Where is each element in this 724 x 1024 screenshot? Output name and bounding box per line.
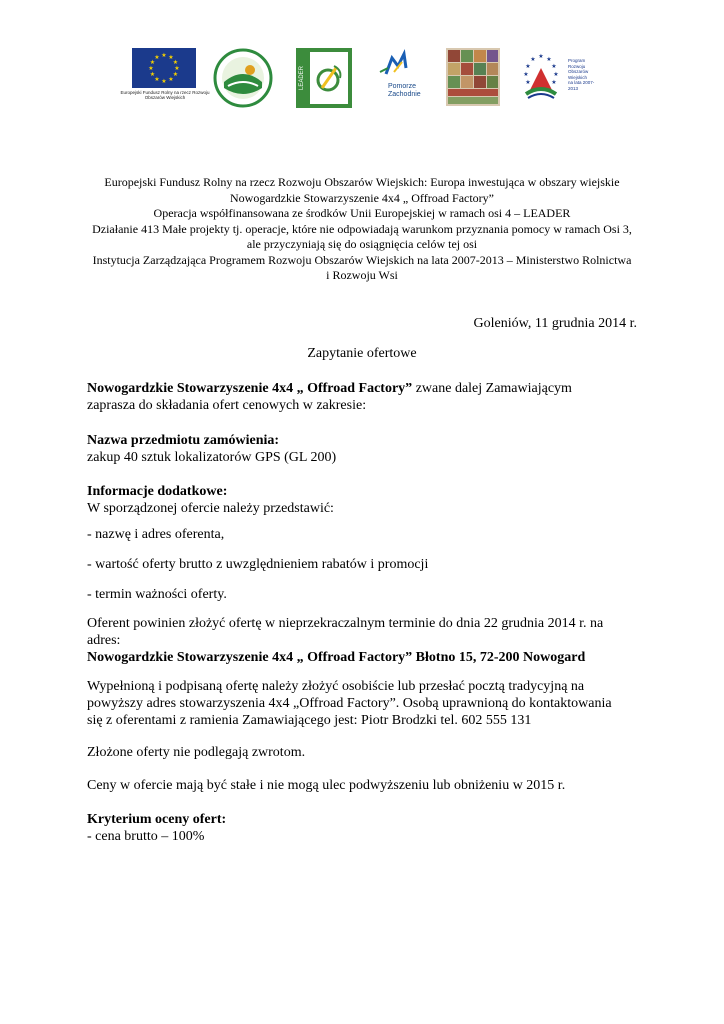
info-section	[87, 483, 647, 517]
svg-text:★: ★	[525, 63, 531, 70]
pomorze-text: Pomorze	[388, 83, 417, 90]
svg-text:★: ★	[546, 56, 552, 63]
intro-line-2: zaprasza do składania ofert cenowych w zakresie:	[87, 398, 367, 413]
delivery-address: Nowogardzkie Stowarzyszenie 4x4 „ Offroad Factory” Błotno 15, 72-200 Nowogard	[87, 650, 586, 665]
svg-text:★: ★	[154, 76, 160, 83]
lgd-logo	[210, 48, 276, 108]
prow-caption-3: Obszarów	[568, 69, 589, 74]
svg-text:★: ★	[172, 59, 179, 66]
submission-line-3: się z oferentami z ramienia Zamawiającego jest: Piotr Brodzki tel. 602 555 131	[87, 713, 532, 728]
svg-text:★: ★	[148, 65, 154, 72]
eu-logo-caption: Europejski Fundusz Rolny na rzecz Rozwoju Obszarów Wiejskich	[120, 90, 210, 100]
svg-text:★: ★	[149, 71, 156, 78]
subject-text: zakup 40 sztuk lokalizatorów GPS (GL 200)	[87, 450, 337, 465]
prow-caption-4: Wiejskich	[568, 74, 588, 80]
svg-text:★: ★	[538, 53, 544, 60]
intro-rest: zwane dalej Zamawiającym	[412, 381, 572, 396]
no-return-note: Złożone oferty nie podlegają zwrotom.	[87, 745, 306, 760]
header-line-1: Europejski Fundusz Rolny na rzecz Rozwoju Obszarów Wiejskich: Europa inwestująca w obszary wiejskie	[104, 175, 620, 189]
info-item: - termin ważności oferty.	[87, 587, 227, 602]
prices-note: Ceny w ofercie mają być stałe i nie mogą ulec podwyższeniu lub obniżeniu w 2015 r.	[87, 778, 566, 793]
svg-text:★: ★	[523, 71, 529, 78]
submission-line-1: Wypełnioną i podpisaną ofertę należy złożyć osobiście lub przesłać pocztą tradycyjną na	[87, 679, 585, 694]
deadline-section	[87, 615, 647, 666]
pomorze-zachodnie-logo	[372, 48, 432, 108]
submission-line-2: powyższy adres stowarzyszenia 4x4 „Offroad Factory”. Osobą uprawnioną do kontaktowania	[87, 696, 612, 711]
mosaic-logo	[446, 48, 500, 106]
svg-text:★: ★	[161, 52, 167, 59]
svg-text:★: ★	[525, 79, 531, 86]
subject-section	[87, 432, 647, 466]
header-line-6: Instytucja Zarządzająca Programem Rozwoju Obszarów Wiejskich na lata 2007-2013 – Ministerstwo Rolnictwa	[92, 252, 632, 267]
svg-text:★: ★	[149, 59, 156, 66]
svg-text:★: ★	[168, 54, 174, 61]
eu-flag-icon	[132, 48, 196, 88]
logo-bar	[0, 48, 724, 110]
svg-text:★: ★	[172, 71, 179, 78]
document-title: Zapytanie ofertowe	[307, 346, 417, 361]
subject-heading: Nazwa przedmiotu zamówienia:	[87, 433, 280, 448]
svg-text:★: ★	[530, 56, 536, 63]
svg-text:★: ★	[154, 54, 160, 61]
svg-text:★: ★	[168, 76, 174, 83]
submission-section	[87, 678, 647, 729]
header-line-4: Działanie 413 Małe projekty tj. operacje, które nie odpowiadają warunkom przyznania pomocy w ramach Osi 3,	[92, 221, 632, 236]
info-item: - nazwę i adres oferenta,	[87, 527, 225, 542]
prow-flag-icon	[516, 50, 566, 102]
leader-logo	[296, 48, 352, 108]
prow-caption-1: Program	[568, 58, 586, 63]
header-line-7: i Rozwoju Wsi	[326, 268, 398, 282]
mosaic-icon	[446, 48, 500, 106]
leader-text: LEADER	[299, 65, 305, 91]
svg-text:★: ★	[174, 65, 180, 72]
info-heading: Informacje dodatkowe:	[87, 484, 228, 499]
document-date: Goleniów, 11 grudnia 2014 r.	[473, 316, 637, 331]
document-header	[80, 175, 644, 284]
svg-text:★: ★	[551, 63, 557, 70]
organization-name: Nowogardzkie Stowarzyszenie 4x4 „ Offroad Factory”	[87, 381, 413, 396]
header-line-3: Operacja współfinansowana ze środków Unii Europejskiej w ramach osi 4 – LEADER	[153, 206, 571, 220]
criteria-heading: Kryterium oceny ofert:	[87, 812, 227, 827]
leader-icon	[296, 48, 352, 108]
prow-logo	[516, 48, 602, 108]
info-lead: W sporządzonej ofercie należy przedstawić:	[87, 501, 334, 516]
deadline-line-2: adres:	[87, 633, 121, 648]
intro-paragraph	[87, 380, 647, 414]
header-line-5: ale przyczyniają się do osiągnięcia celów tej osi	[246, 237, 478, 251]
svg-text:★: ★	[551, 79, 557, 86]
zachodnie-text: Zachodnie	[388, 91, 421, 98]
prow-caption-2: Rozwoju	[568, 63, 586, 69]
eu-flag-logo	[132, 48, 196, 90]
header-line-2: Nowogardzkie Stowarzyszenie 4x4 „ Offroad Factory”	[229, 190, 495, 205]
lgd-circle-icon	[210, 48, 276, 108]
criteria-section	[87, 811, 647, 845]
prow-caption-5: na lata 2007-2013	[568, 80, 595, 91]
info-item: - wartość oferty brutto z uwzględnieniem rabatów i promocji	[87, 557, 429, 572]
svg-text:★: ★	[553, 71, 559, 78]
svg-text:★: ★	[161, 78, 167, 85]
pomorze-griffin-icon	[372, 48, 432, 78]
criteria-item: - cena brutto – 100%	[87, 829, 205, 844]
deadline-line-1: Oferent powinien złożyć ofertę w nieprzekraczalnym terminie do dnia 22 grudnia 2014 r. na	[87, 616, 604, 631]
